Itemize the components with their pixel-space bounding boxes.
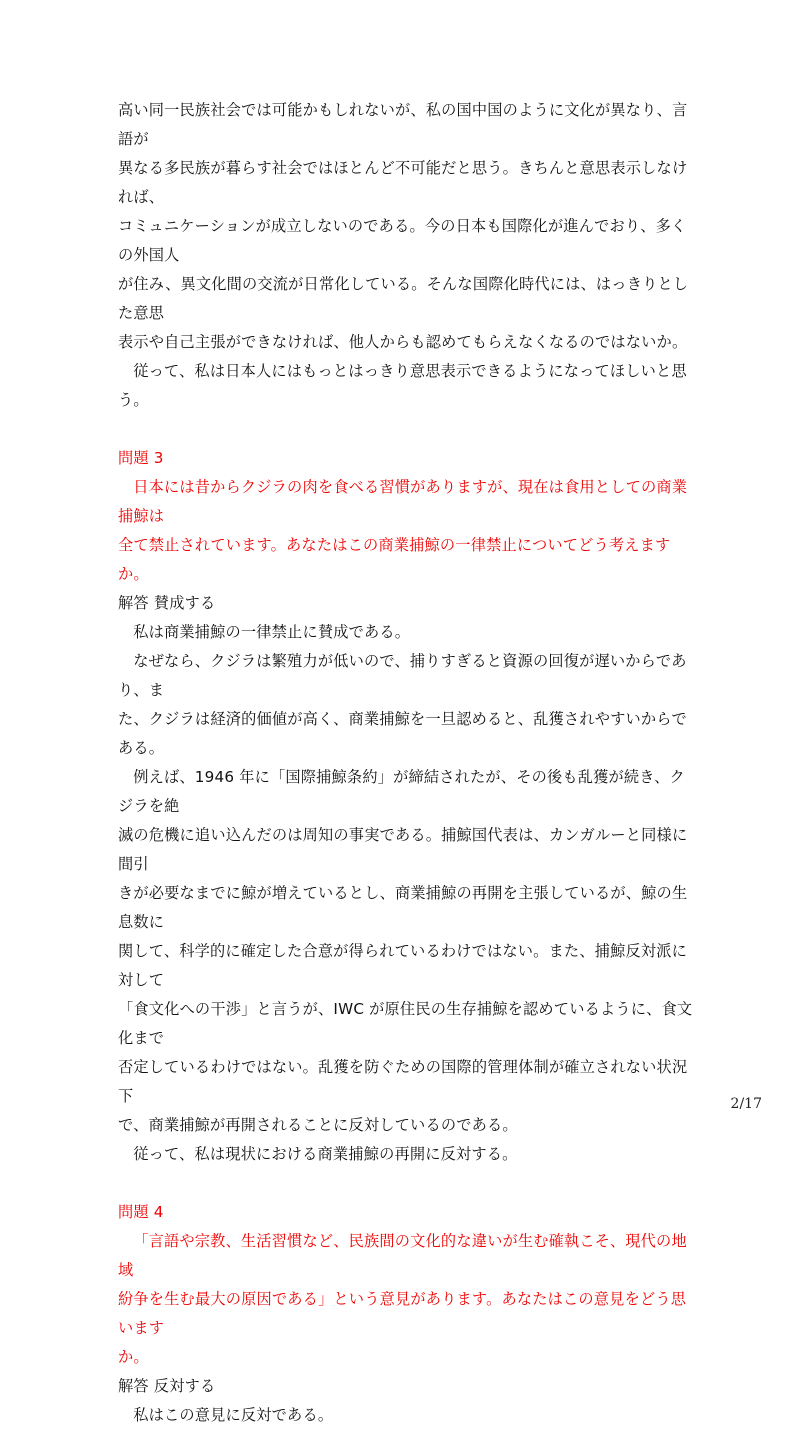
question-3-heading: 問題 3 <box>118 449 164 467</box>
question-3-answer-p1: 私は商業捕鯨の一律禁止に賛成である。 <box>133 623 411 641</box>
question-3-answer-p4: 従って、私は現状における商業捕鯨の再開に反対する。 <box>133 1145 518 1163</box>
section-spacer <box>118 415 696 444</box>
question-3-answer-p2: なぜなら、クジラは繁殖力が低いので、捕りすぎると資源の回復が遅いからであり、ま た、クジラは経済的価値が高く、商業捕鯨を一旦認めると、乱獲されやすいからである。 <box>118 652 687 757</box>
section-spacer <box>118 1169 696 1198</box>
question-4-answer-p1: 私はこの意見に反対である。 <box>133 1406 334 1424</box>
document-body <box>118 96 696 1430</box>
question-3-answer-label: 解答 賛成する <box>118 594 216 612</box>
question-4-answer-label: 解答 反対する <box>118 1377 216 1395</box>
intro-paragraph: 高い同一民族社会では可能かもしれないが、私の国中国のように文化が異なり、言語が 異なる多民族が暮らす社会ではほとんど不可能だと思う。きちんと意思表示しなければ、 コミュニケーションが成立しないのである。今の日本も国際化が進んでおり、多くの外国人 が住み、異文化間の交流が日常化している。そんな国際化時代には、はっきりとした意思 表示や自己主張ができなければ、他人からも認めてもらえなくなるのではないか。 <box>118 101 689 351</box>
page-number: 2/17 <box>730 1096 762 1112</box>
question-3-text: 日本には昔からクジラの肉を食べる習慣がありますが、現在は食用としての商業捕鯨は 全て禁止されています。あなたはこの商業捕鯨の一律禁止についてどう考えますか。 <box>118 478 688 583</box>
question-3-answer-p3: 例えば、1946 年に「国際捕鯨条約」が締結されたが、その後も乱獲が続き、クジラを絶 滅の危機に追い込んだのは周知の事実である。捕鯨国代表は、カンガルーと同様に間引 きが必要なまでに鯨が増えているとし、商業捕鯨の再開を主張しているが、鯨の生息数に 関して、科学的に確定した合意が得られているわけではない。また、捕鯨反対派に対して 「食文化への干渉」と言うが、IWC が原住民の生存捕鯨を認めているように、食文化まで 否定しているわけではない。乱獲を防ぐための国際的管理体制が確立されない状況下 で、商業捕鯨が再開されることに反対しているのである。 <box>118 768 693 1134</box>
question-4-heading: 問題 4 <box>118 1203 164 1221</box>
intro-conclusion: 従って、私は日本人にはもっとはっきり意思表示できるようになってほしいと思う。 <box>118 362 687 409</box>
question-4-text: 「言語や宗教、生活習慣など、民族間の文化的な違いが生む確執こそ、現代の地域 紛争を生む最大の原因である」という意見があります。あなたはこの意見をどう思います か。 <box>118 1232 687 1366</box>
